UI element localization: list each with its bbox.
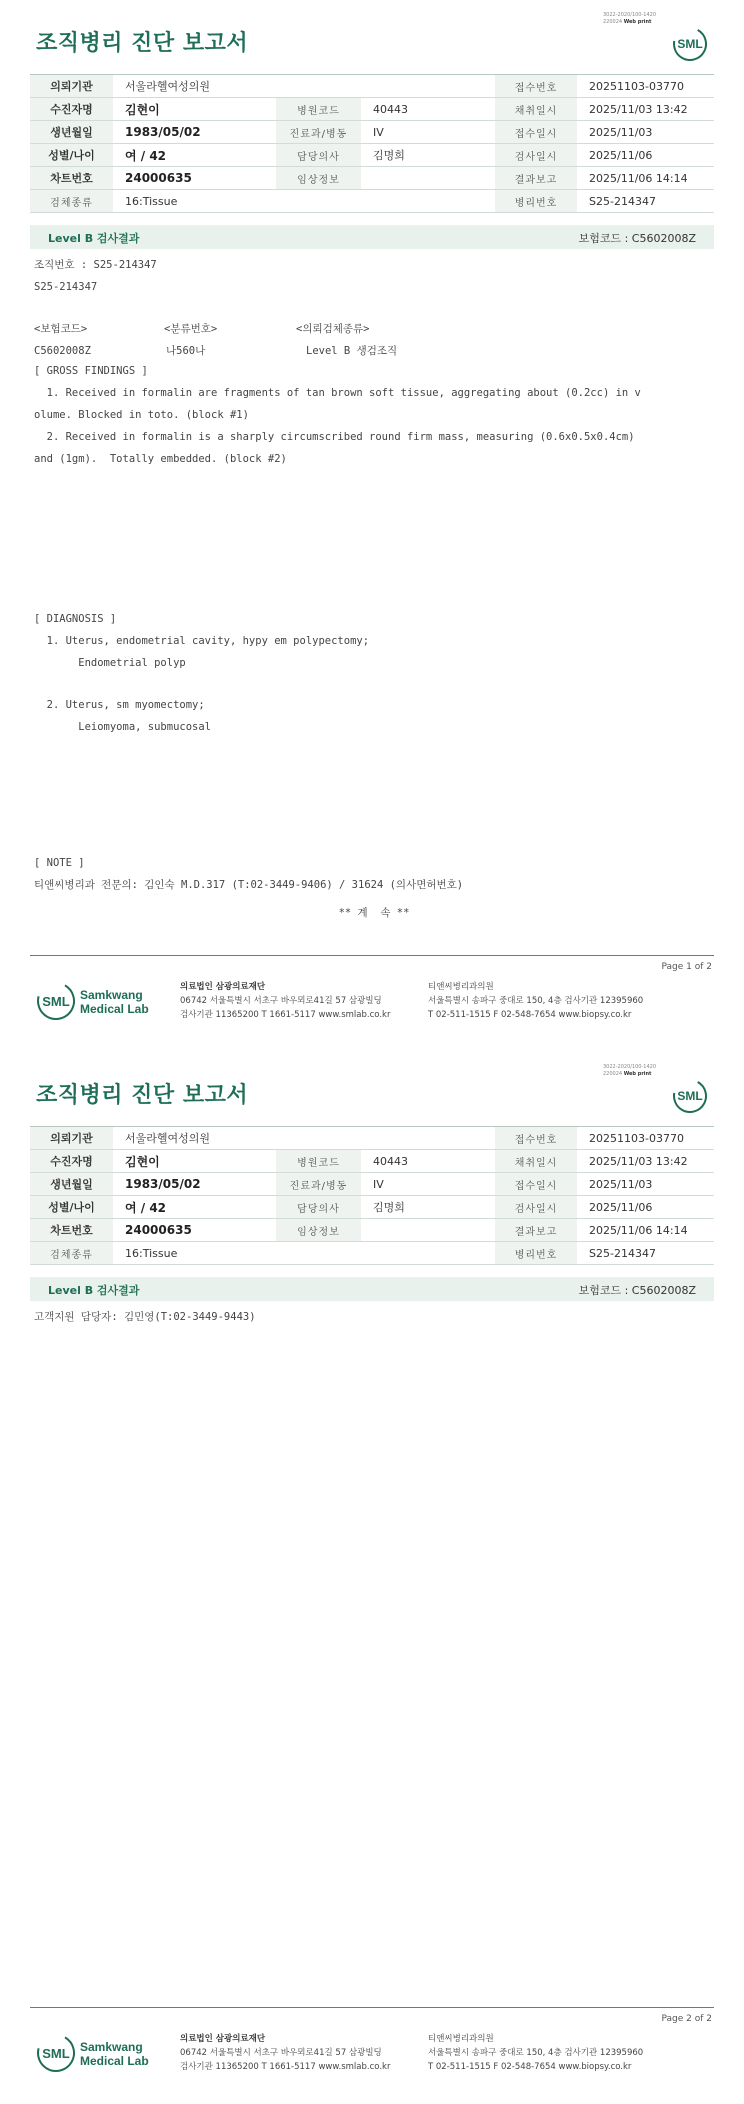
label-department: 진료과/병동 <box>276 121 361 144</box>
page-number: Page 1 of 2 <box>661 962 712 972</box>
tissue-number-repeat: S25-214347 <box>34 281 98 293</box>
info-row <box>30 190 714 213</box>
result-level-band <box>30 1277 714 1301</box>
label-department: 진료과/병동 <box>276 1173 361 1196</box>
value-chart-no: 24000635 <box>113 1219 276 1242</box>
value-hospital-code: 40443 <box>361 98 495 121</box>
svg-text:SML: SML <box>42 994 70 1009</box>
label-received-no: 접수번호 <box>495 75 577 98</box>
value-doctor: 김명희 <box>361 1196 495 1219</box>
info-row <box>30 1196 714 1219</box>
diagnosis-2: 2. Uterus, sm myomectomy; <box>34 699 205 711</box>
print-id: 3022-2020/100-1420 220024 Web print <box>603 12 657 25</box>
label-hospital-code: 병원코드 <box>276 1150 361 1173</box>
svg-text:SML: SML <box>677 1089 703 1103</box>
diagnosis-2-result: Leiomyoma, submucosal <box>34 721 212 733</box>
samkwang-logo-icon <box>36 2028 156 2078</box>
header-insurance-code: <보험코드> <box>34 323 88 335</box>
value-specimen-type: 16:Tissue <box>113 190 495 213</box>
svg-text:Samkwang: Samkwang <box>80 988 143 1002</box>
report-title: 조직병리 진단 보고서 <box>36 31 249 56</box>
value-pathology-no: S25-214347 <box>577 190 714 213</box>
svg-text:Samkwang: Samkwang <box>80 2040 143 2054</box>
insurance-code: 보험코드 : C5602008Z <box>578 232 696 245</box>
value-result-report: 2025/11/06 14:14 <box>577 167 714 190</box>
info-row <box>30 144 714 167</box>
label-chart-no: 차트번호 <box>30 167 113 190</box>
label-patient-name: 수진자명 <box>30 98 113 121</box>
value-specimen-kind: Level B 생검조직 <box>306 345 398 357</box>
value-received-no: 20251103-03770 <box>577 75 714 98</box>
label-pathology-no: 병리번호 <box>495 1242 577 1265</box>
label-collected: 채취일시 <box>495 98 577 121</box>
insurance-code: 보험코드 : C5602008Z <box>578 1284 696 1297</box>
report-title: 조직병리 진단 보고서 <box>36 1083 249 1108</box>
value-result-report: 2025/11/06 14:14 <box>577 1219 714 1242</box>
label-birth: 생년월일 <box>30 121 113 144</box>
result-level-band <box>30 225 714 249</box>
label-pathology-no: 병리번호 <box>495 190 577 213</box>
value-birth: 1983/05/02 <box>113 121 276 144</box>
value-department: IV <box>361 121 495 144</box>
gross-finding-1a: 1. Received in formalin are fragments of tan brown soft tissue, aggregating about (0.2cc) in v <box>34 387 641 399</box>
diagnosis-1: 1. Uterus, endometrial cavity, hypy em polypectomy; <box>34 635 370 647</box>
value-ordering-org: 서울라헬여성의원 <box>113 1127 495 1150</box>
label-hospital-code: 병원코드 <box>276 98 361 121</box>
value-ordering-org: 서울라헬여성의원 <box>113 75 495 98</box>
label-ordering-org: 의뢰기관 <box>30 1127 113 1150</box>
page-number: Page 2 of 2 <box>661 2014 712 2024</box>
header-specimen-type: <의뢰검체종류> <box>296 323 370 335</box>
info-row <box>30 98 714 121</box>
value-sex-age: 여 / 42 <box>113 144 276 167</box>
value-chart-no: 24000635 <box>113 167 276 190</box>
svg-text:Medical Lab: Medical Lab <box>80 2054 149 2068</box>
info-row <box>30 121 714 144</box>
value-insurance-code: C5602008Z <box>34 345 91 357</box>
gross-finding-2a: 2. Received in formalin is a sharply circumscribed round firm mass, measuring (0.6x0.5x0.4cm) <box>34 431 635 443</box>
sml-logo-icon <box>670 26 710 62</box>
diagnosis-header: [ DIAGNOSIS ] <box>34 613 117 625</box>
label-specimen-type: 검체종류 <box>30 1242 113 1265</box>
value-clinical-info <box>361 167 495 190</box>
value-patient-name: 김현이 <box>113 98 276 121</box>
info-row <box>30 1242 714 1265</box>
value-hospital-code: 40443 <box>361 1150 495 1173</box>
value-collected: 2025/11/03 13:42 <box>577 1150 714 1173</box>
label-received-date: 접수일시 <box>495 121 577 144</box>
value-test-date: 2025/11/06 <box>577 144 714 167</box>
samkwang-logo-icon <box>36 976 156 1026</box>
report-page-2 <box>0 1052 744 2104</box>
svg-text:SML: SML <box>42 2046 70 2061</box>
value-clinical-info <box>361 1219 495 1242</box>
footer-tnc-info: 티앤씨병리과의원 서울특별시 송파구 중대로 150, 4층 검사기관 12395960 T 02-511-1515 F 02-548-7654 www.biopsy.co.kr <box>428 2034 644 2072</box>
info-row <box>30 1173 714 1196</box>
diagnosis-1-result: Endometrial polyp <box>34 657 186 669</box>
info-row <box>30 167 714 190</box>
label-ordering-org: 의뢰기관 <box>30 75 113 98</box>
value-received-no: 20251103-03770 <box>577 1127 714 1150</box>
sml-logo-icon <box>670 1078 710 1114</box>
value-received-date: 2025/11/03 <box>577 121 714 144</box>
label-received-date: 접수일시 <box>495 1173 577 1196</box>
label-clinical-info: 임상정보 <box>276 1219 361 1242</box>
tissue-number: 조직번호 : S25-214347 <box>34 259 157 271</box>
gross-finding-2b: and (1gm). Totally embedded. (block #2) <box>34 453 287 465</box>
info-row <box>30 75 714 98</box>
value-test-date: 2025/11/06 <box>577 1196 714 1219</box>
label-result-report: 결과보고 <box>495 167 577 190</box>
svg-text:Medical Lab: Medical Lab <box>80 1002 149 1016</box>
value-doctor: 김명희 <box>361 144 495 167</box>
value-collected: 2025/11/03 13:42 <box>577 98 714 121</box>
label-sex-age: 성별/나이 <box>30 144 113 167</box>
info-row <box>30 1150 714 1173</box>
note-text: 티앤씨병리과 전문의: 김인숙 M.D.317 (T:02-3449-9406) / 31624 (의사면허번호) <box>34 879 464 891</box>
value-class-number: 나560나 <box>166 345 206 357</box>
level-label: Level B 검사결과 <box>48 232 140 245</box>
gross-findings-header: [ GROSS FINDINGS ] <box>34 365 148 377</box>
info-row <box>30 1127 714 1150</box>
footer-tnc-info: 티앤씨병리과의원 서울특별시 송파구 중대로 150, 4층 검사기관 12395960 T 02-511-1515 F 02-548-7654 www.biopsy.co.kr <box>428 982 644 1020</box>
label-doctor: 담당의사 <box>276 144 361 167</box>
footer-divider <box>30 955 714 956</box>
label-doctor: 담당의사 <box>276 1196 361 1219</box>
label-received-no: 접수번호 <box>495 1127 577 1150</box>
value-patient-name: 김현이 <box>113 1150 276 1173</box>
label-patient-name: 수진자명 <box>30 1150 113 1173</box>
value-pathology-no: S25-214347 <box>577 1242 714 1265</box>
header-class-number: <분류번호> <box>164 323 218 335</box>
value-birth: 1983/05/02 <box>113 1173 276 1196</box>
patient-info-table <box>30 74 714 213</box>
label-clinical-info: 임상정보 <box>276 167 361 190</box>
label-specimen-type: 검체종류 <box>30 190 113 213</box>
continued-marker: ** 계 속 ** <box>338 907 410 919</box>
label-birth: 생년월일 <box>30 1173 113 1196</box>
info-row <box>30 1219 714 1242</box>
level-label: Level B 검사결과 <box>48 1284 140 1297</box>
label-collected: 채취일시 <box>495 1150 577 1173</box>
footer-samkwang-info: 의료법인 삼광의료재단 06742 서울특별시 서초구 바우뫼로41길 57 삼광빌딩 검사기관 11365200 T 1661-5117 www.smlab.co.kr <box>180 982 391 1020</box>
svg-text:SML: SML <box>677 37 703 51</box>
label-sex-age: 성별/나이 <box>30 1196 113 1219</box>
support-contact: 고객지원 담당자: 김민영(T:02-3449-9443) <box>34 1311 256 1323</box>
value-received-date: 2025/11/03 <box>577 1173 714 1196</box>
gross-finding-1b: olume. Blocked in toto. (block #1) <box>34 409 249 421</box>
value-sex-age: 여 / 42 <box>113 1196 276 1219</box>
label-test-date: 검사일시 <box>495 1196 577 1219</box>
label-chart-no: 차트번호 <box>30 1219 113 1242</box>
note-header: [ NOTE ] <box>34 857 85 869</box>
footer-samkwang-info: 의료법인 삼광의료재단 06742 서울특별시 서초구 바우뫼로41길 57 삼광빌딩 검사기관 11365200 T 1661-5117 www.smlab.co.kr <box>180 2034 391 2072</box>
label-result-report: 결과보고 <box>495 1219 577 1242</box>
print-id: 3022-2020/100-1420 220024 Web print <box>603 1064 657 1077</box>
label-test-date: 검사일시 <box>495 144 577 167</box>
footer-divider <box>30 2007 714 2008</box>
value-department: IV <box>361 1173 495 1196</box>
value-specimen-type: 16:Tissue <box>113 1242 495 1265</box>
patient-info-table <box>30 1126 714 1265</box>
